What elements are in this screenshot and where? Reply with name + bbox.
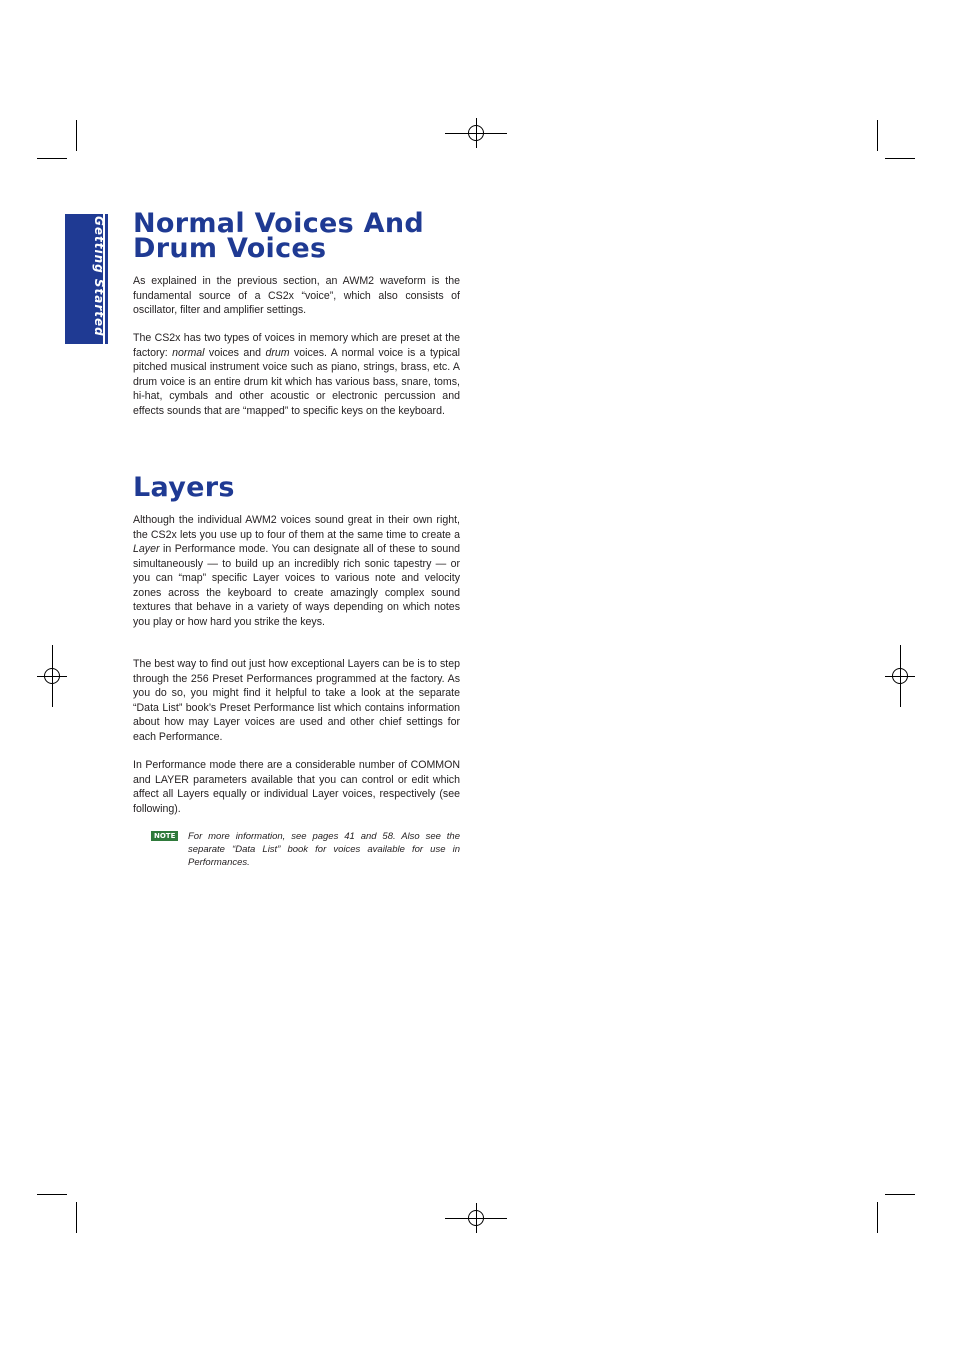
registration-mark — [892, 668, 908, 684]
emphasis-drum: drum — [265, 346, 290, 359]
paragraph — [133, 513, 460, 629]
registration-mark — [468, 125, 484, 141]
paragraph — [133, 331, 460, 418]
crop-mark — [877, 1202, 878, 1233]
crop-mark — [37, 1194, 67, 1195]
note-text: For more information, see pages 41 and 58. Also see the separate “Data List” book for voices available for use in Performances. — [188, 831, 460, 868]
text-run: Although the individual AWM2 voices sound great in their own right, the CS2x lets you use up to four of them at the same time to create a — [133, 514, 460, 541]
registration-mark — [44, 668, 60, 684]
registration-mark — [468, 1210, 484, 1226]
note-icon: NOTE — [151, 831, 178, 841]
emphasis-normal: normal — [172, 346, 205, 359]
paragraph: The best way to find out just how exceptional Layers can be is to step through the 256 Preset Performances programmed at the factory. As you do so, you might find it helpful to take a look at the separate “Data List” book’s Preset Performance list which contains information about how may Layer voices are used and other chief settings for each Performance. — [133, 658, 460, 743]
heading-line: Drum Voices — [133, 233, 327, 264]
text-run: voices and — [204, 346, 266, 359]
section-heading-layers: Layers — [133, 472, 235, 503]
text-run: The CS2x has two types of voices in memory which are preset at the factory: — [133, 332, 460, 359]
crop-mark — [885, 158, 915, 159]
crop-mark — [76, 1202, 77, 1233]
text-run: in Performance mode. You can designate all of these to sound simultaneously — to build up an incredibly rich sonic tapestry — or you can “map” specific Layer voices to various note and velocity zones across the keyboard to create amazingly complex sound textures that behave in a variety of ways depending on which notes you play or how hard you strike the keys. — [133, 543, 460, 628]
crop-mark — [885, 1194, 915, 1195]
section-heading-normal-drum — [133, 208, 425, 264]
crop-mark — [877, 120, 878, 151]
chapter-tab-label: Getting Started — [92, 216, 106, 337]
text-run: voices. A normal voice is a typical pitched musical instrument voice such as piano, strings, brass, etc. A drum voice is an entire drum kit which has various bass, snare, toms, hi-hat, cymbals and other acoustic or electronic percussion and effects sounds that are “mapped” to specific keys on the keyboard. — [133, 346, 460, 417]
paragraph: As explained in the previous section, an AWM2 waveform is the fundamental source of a CS2x “voice”, which also consists of oscillator, filter and amplifier settings. — [133, 275, 460, 316]
crop-mark — [76, 120, 77, 151]
paragraph: In Performance mode there are a considerable number of COMMON and LAYER parameters available that you can control or edit which affect all Layers equally or individual Layer voices, respectively (see following). — [133, 759, 460, 815]
emphasis-layer: Layer — [133, 543, 160, 555]
crop-mark — [37, 158, 67, 159]
heading-line: Normal Voices And — [133, 208, 425, 239]
